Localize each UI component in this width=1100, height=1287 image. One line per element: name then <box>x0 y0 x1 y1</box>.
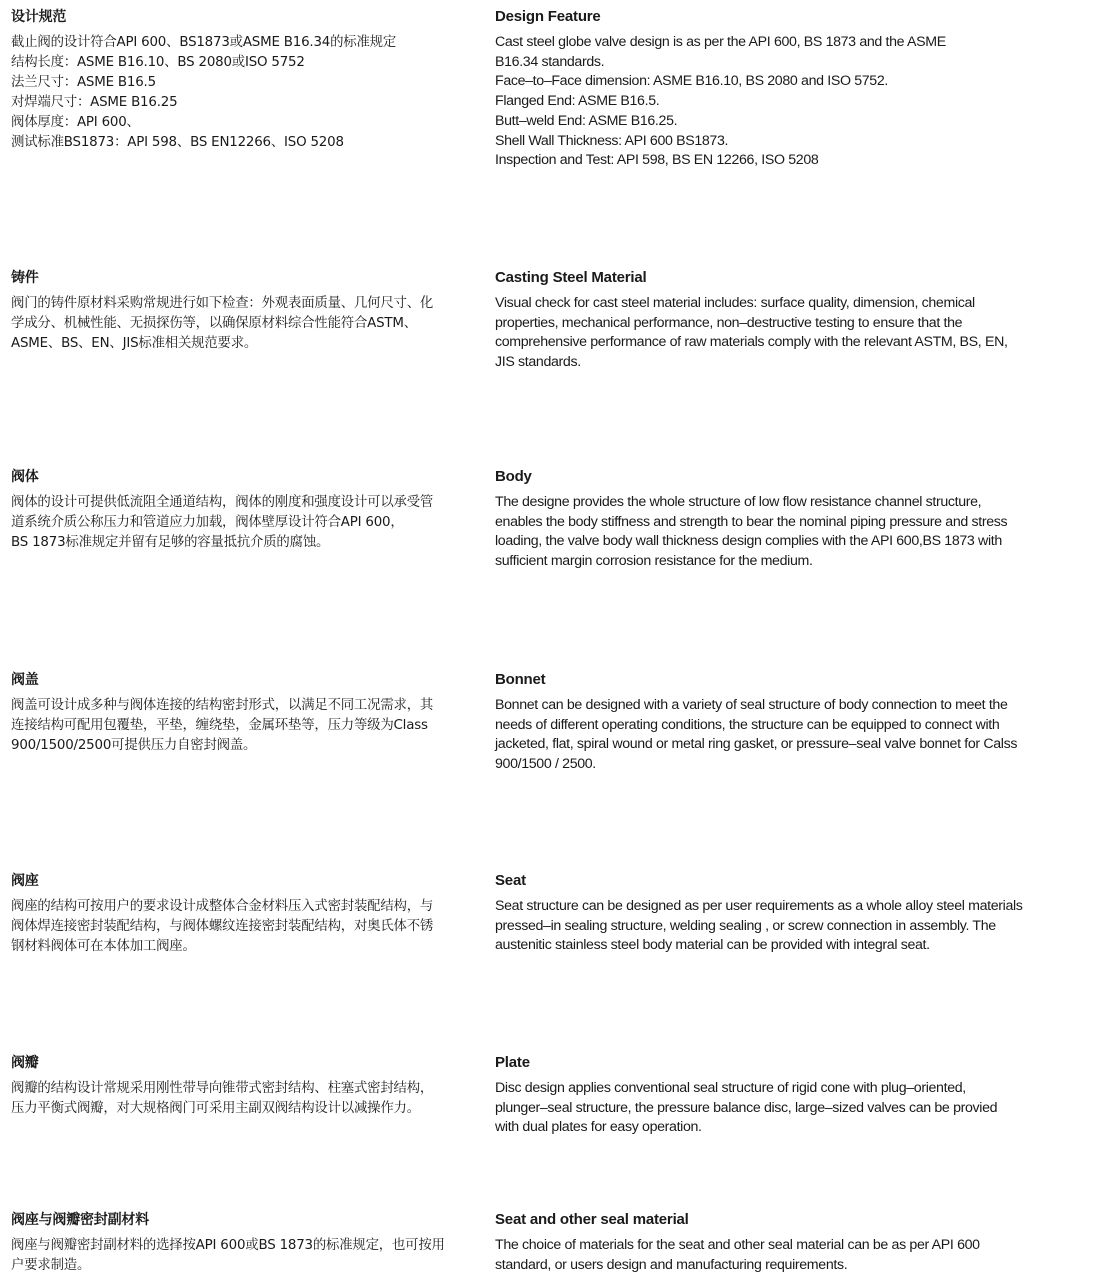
body-line: loading, the valve body wall thickness design complies with the API 600,BS 1873 with <box>495 533 1002 550</box>
english-column <box>495 871 1085 956</box>
section-heading: 阀座 <box>11 873 39 889</box>
body-line: comprehensive performance of raw materials comply with the relevant ASTM, BS, EN, <box>495 334 1008 351</box>
section-body <box>495 33 1085 171</box>
section-body <box>495 294 1085 373</box>
english-column <box>495 1053 1085 1138</box>
body-line: 截止阀的设计符合API 600、BS1873或ASME B16.34的标准规定 <box>11 35 397 50</box>
section-heading: 阀瓣 <box>11 1055 39 1071</box>
body-line: 阀座的结构可按用户的要求设计成整体合金材料压入式密封装配结构，与 <box>11 899 434 914</box>
body-line: 阀体厚度：API 600、 <box>11 115 140 130</box>
section-heading: 阀体 <box>11 469 39 485</box>
section-heading: Casting Steel Material <box>495 269 647 286</box>
body-line: enables the body stiffness and strength to bear the nominal piping pressure and stress <box>495 513 1008 530</box>
body-line: 道系统介质公称压力和管道应力加载，阀体壁厚设计符合API 600， <box>11 515 404 530</box>
section-body <box>11 1236 481 1276</box>
body-line: 阀盖可设计成多种与阀体连接的结构密封形式，以满足不同工况需求，其 <box>11 698 434 713</box>
section-heading: Seat <box>495 872 526 889</box>
body-line: Disc design applies conventional seal structure of rigid cone with plug–oriented, <box>495 1080 966 1096</box>
body-line: 阀体焊连接密封装配结构，与阀体螺纹连接密封装配结构，对奥氏体不锈 <box>11 919 434 934</box>
body-line: Face–to–Face dimension: ASME B16.10, BS 2080 and ISO 5752. <box>495 73 888 90</box>
body-line: needs of different operating conditions, the structure can be equipped to connect with <box>495 716 1000 733</box>
chinese-column <box>11 1053 481 1119</box>
section-body <box>495 897 1085 956</box>
english-column <box>495 670 1085 775</box>
section-body <box>495 696 1085 775</box>
section-body <box>11 493 481 553</box>
english-column <box>495 467 1085 572</box>
body-line: pressed–in sealing structure, welding sealing , or screw connection in assembly. The <box>495 917 996 934</box>
section-heading: Design Feature <box>495 8 601 25</box>
section-body <box>11 294 481 354</box>
section-heading: Bonnet <box>495 671 546 688</box>
chinese-column <box>11 268 481 354</box>
section-body <box>11 1079 481 1119</box>
body-line: B16.34 standards. <box>495 53 605 70</box>
body-line: Shell Wall Thickness: API 600 BS1873. <box>495 132 729 149</box>
body-line: 阀门的铸件原材料采购常规进行如下检查：外观表面质量、几何尺寸、化 <box>11 296 434 311</box>
section-body <box>495 1079 1085 1138</box>
body-line: austenitic stainless steel body material can be provided with integral seat. <box>495 937 930 954</box>
chinese-column <box>11 7 481 153</box>
body-line: 阀瓣的结构设计常规采用刚性带导向锥带式密封结构、柱塞式密封结构， <box>11 1081 434 1096</box>
chinese-column <box>11 871 481 957</box>
section-heading: 阀座与阀瓣密封副材料 <box>11 1212 149 1228</box>
body-line: The designe provides the whole structure of low flow resistance channel structure, <box>495 494 982 510</box>
body-line: 900/1500 / 2500. <box>495 756 596 773</box>
body-line: JIS standards. <box>495 354 581 371</box>
body-line: Cast steel globe valve design is as per the API 600, BS 1873 and the ASME <box>495 34 946 50</box>
section-heading: Plate <box>495 1054 530 1071</box>
body-line: jacketed, flat, spiral wound or metal ring gasket, or pressure–seal valve bonnet for Calss <box>495 736 1018 753</box>
body-line: Seat structure can be designed as per user requirements as a whole alloy steel materials <box>495 898 1023 914</box>
body-line: Flanged End: ASME B16.5. <box>495 93 660 110</box>
section-heading: Seat and other seal material <box>495 1211 689 1228</box>
english-column <box>495 268 1085 373</box>
body-line: 阀座与阀瓣密封副材料的选择按API 600或BS 1873的标准规定，也可按用 <box>11 1238 445 1253</box>
body-line: 结构长度：ASME B16.10、BS 2080或ISO 5752 <box>11 55 305 70</box>
section-body <box>11 897 481 957</box>
body-line: properties, mechanical performance, non–destructive testing to ensure that the <box>495 314 963 331</box>
chinese-column <box>11 1210 481 1276</box>
body-line: sufficient margin corrosion resistance for the medium. <box>495 553 813 570</box>
body-line: The choice of materials for the seat and other seal material can be as per API 600 <box>495 1237 980 1253</box>
body-line: 连接结构可配用包覆垫，平垫，缠绕垫，金属环垫等，压力等级为Class <box>11 718 428 733</box>
chinese-column <box>11 467 481 553</box>
english-column <box>495 1210 1085 1275</box>
body-line: plunger–seal structure, the pressure balance disc, large–sized valves can be provied <box>495 1099 998 1116</box>
body-line: 户要求制造。 <box>11 1258 91 1273</box>
section-heading: 阀盖 <box>11 672 39 688</box>
body-line: 学成分、机械性能、无损探伤等，以确保原材料综合性能符合ASTM、 <box>11 316 417 331</box>
body-line: 钢材料阀体可在本体加工阀座。 <box>11 939 196 954</box>
body-line: Bonnet can be designed with a variety of seal structure of body connection to meet the <box>495 697 1008 713</box>
section-body <box>11 696 481 756</box>
body-line: 压力平衡式阀瓣，对大规格阀门可采用主副双阀结构设计以减操作力。 <box>11 1101 420 1116</box>
body-line: BS 1873标准规定并留有足够的容量抵抗介质的腐蚀。 <box>11 535 330 550</box>
body-line: 阀体的设计可提供低流阻全通道结构，阀体的刚度和强度设计可以承受管 <box>11 495 434 510</box>
body-line: 测试标准BS1873：API 598、BS EN12266、ISO 5208 <box>11 135 344 150</box>
body-line: Inspection and Test: API 598, BS EN 12266, ISO 5208 <box>495 152 819 169</box>
body-line: with dual plates for easy operation. <box>495 1119 702 1136</box>
section-heading: 铸件 <box>11 270 39 286</box>
body-line: Butt–weld End: ASME B16.25. <box>495 112 678 129</box>
section-body <box>11 33 481 153</box>
english-column <box>495 7 1085 171</box>
section-heading: 设计规范 <box>11 9 67 25</box>
body-line: ASME、BS、EN、JIS标准相关规范要求。 <box>11 336 258 351</box>
body-line: 法兰尺寸：ASME B16.5 <box>11 75 156 90</box>
body-line: 对焊端尺寸：ASME B16.25 <box>11 95 178 110</box>
body-line: 900/1500/2500可提供压力自密封阀盖。 <box>11 738 257 753</box>
section-body <box>495 493 1085 572</box>
section-body <box>495 1236 1085 1275</box>
chinese-column <box>11 670 481 756</box>
section-heading: Body <box>495 468 532 485</box>
body-line: standard, or users design and manufacturing requirements. <box>495 1256 848 1273</box>
body-line: Visual check for cast steel material includes: surface quality, dimension, chemical <box>495 295 975 311</box>
